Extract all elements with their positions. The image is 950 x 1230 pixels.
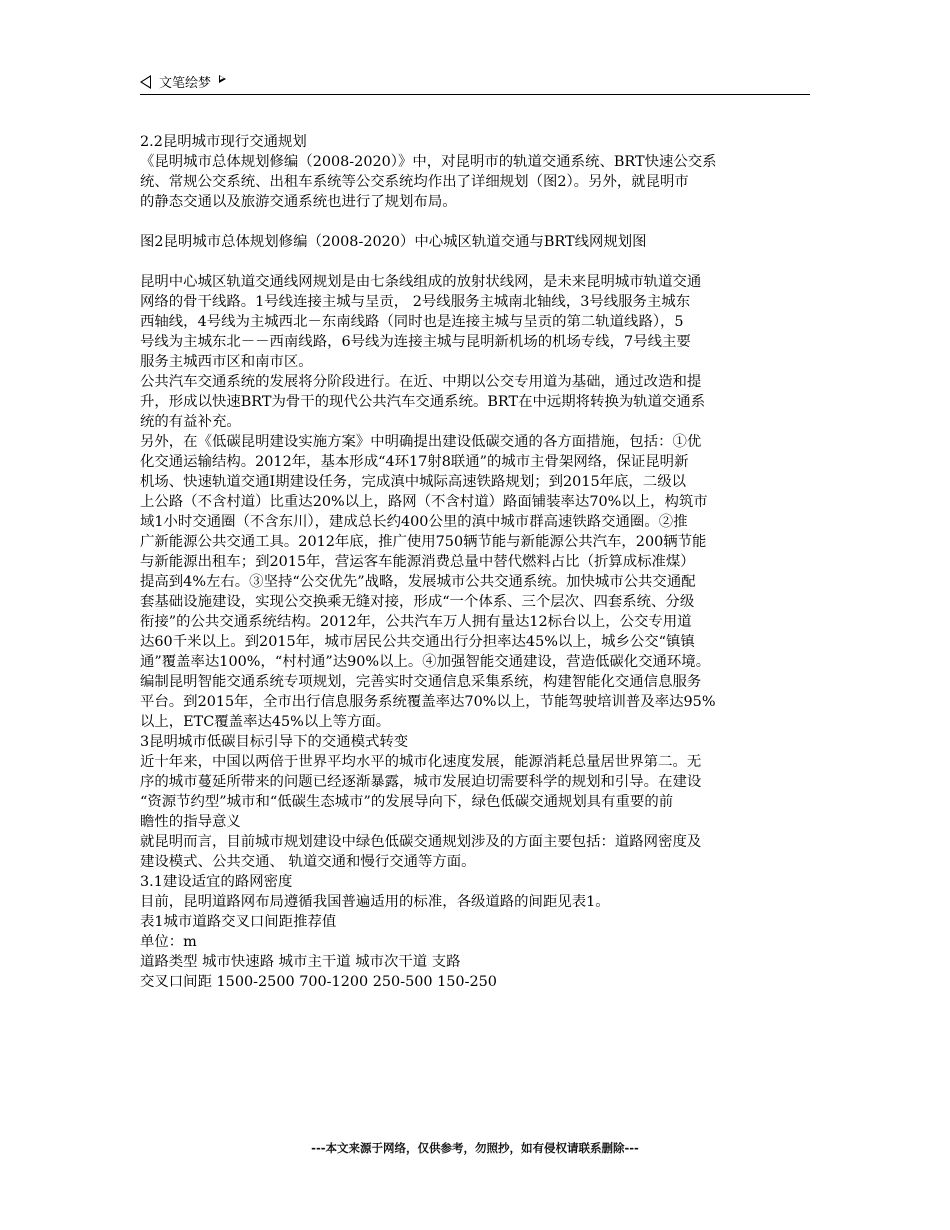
text-line: 提高到4%左右。③坚持“公交优先”战略，发展城市公共交通系统。加快城市公共交通配 xyxy=(140,574,696,590)
text-line: 西轴线，4号线为主城西北－东南线路（同时也是连接主城与呈贡的第二轨道线路），5 xyxy=(140,314,684,330)
header-brand xyxy=(140,72,226,91)
text-line: 与新能源出租车；到2015年，营运客车能源消费总量中替代燃料占比（折算成标准煤） xyxy=(140,554,695,570)
page-footer: ---本文来源于网络，仅供参考，勿照抄，如有侵权请联系删除--- xyxy=(311,1141,639,1155)
text-line: 瞻性的指导意义 xyxy=(140,814,241,830)
text-line: 平台。到2015年，全市出行信息服务系统覆盖率达70%以上，节能驾驶培训普及率达95% xyxy=(140,694,716,710)
text-line: 单位：m xyxy=(140,934,197,950)
text-line: 上公路（不含村道）比重达20%以上，路网（不含村道）路面铺装率达70%以上，构筑市 xyxy=(140,494,708,510)
text-line: 统、常规公交系统、出租车系统等公交系统均作出了详细规划（图2）。另外，就昆明市 xyxy=(140,174,689,190)
blank-line xyxy=(140,212,812,232)
header-brand-text: 文笔绘梦 xyxy=(159,76,212,91)
text-line: 通”覆盖率达100%，“村村通”达90%以上。④加强智能交通建设，营造低碳化交通环境。 xyxy=(140,654,711,670)
text-line: 交叉口间距 1500-2500 700-1200 250-500 150-250 xyxy=(140,974,497,990)
text-line: 3昆明城市低碳目标引导下的交通模式转变 xyxy=(140,734,409,750)
text-line: 近十年来，中国以两倍于世界平均水平的城市化速度发展，能源消耗总量居世界第二。无 xyxy=(140,754,702,770)
text-line: 序的城市蔓延所带来的问题已经逐渐暴露，城市发展迫切需要科学的规划和引导。在建设 xyxy=(140,774,702,790)
text-line: “资源节约型”城市和“低碳生态城市”的发展导向下，绿色低碳交通规划具有重要的前 xyxy=(140,794,674,810)
text-line: 公共汽车交通系统的发展将分阶段进行。在近、中期以公交专用道为基础，通过改造和提 xyxy=(140,374,702,390)
text-line: 以上，ETC覆盖率达45%以上等方面。 xyxy=(140,714,391,730)
text-line: 号线为主城东北－－西南线路，6号线为连接主城与昆明新机场的机场专线，7号线主要 xyxy=(140,334,691,350)
text-line: 广新能源公共交通工具。2012年底，推广使用750辆节能与新能源公共汽车，200辆节能 xyxy=(140,534,707,550)
text-line: 升，形成以快速BRT为骨干的现代公共汽车交通系统。BRT在中远期将转换为轨道交通系 xyxy=(140,394,706,410)
text-line: 机场、快速轨道交通Ⅰ期建设任务，完成滇中城际高速铁路规划；到2015年底，二级以 xyxy=(140,474,686,490)
text-line: 化交通运输结构。2012年，基本形成“4环17射8联通”的城市主骨架网络，保证昆明新 xyxy=(140,454,689,470)
text-line: 2.2昆明城市现行交通规划 xyxy=(140,134,307,150)
text-line: 表1城市道路交叉口间距推荐值 xyxy=(140,914,337,930)
text-line: 统的有益补充。 xyxy=(140,414,241,430)
text-line: 《昆明城市总体规划修编（2008-2020）》中，对昆明市的轨道交通系统、BRT快速公交系 xyxy=(140,154,717,170)
text-line: 网络的骨干线路。1号线连接主城与呈贡， 2号线服务主城南北轴线，3号线服务主城东 xyxy=(140,294,691,310)
text-line: 图2昆明城市总体规划修编（2008-2020）中心城区轨道交通与BRT线网规划图 xyxy=(140,234,647,250)
text-line: 编制昆明智能交通系统专项规划，完善实时交通信息采集系统，构建智能化交通信息服务 xyxy=(140,674,702,690)
text-line: 目前，昆明道路网布局遵循我国普遍适用的标准，各级道路的间距见表1。 xyxy=(140,894,610,910)
text-line: 就昆明而言，目前城市规划建设中绿色低碳交通规划涉及的方面主要包括：道路网密度及 xyxy=(140,834,702,850)
text-line: 另外，在《低碳昆明建设实施方案》中明确提出建设低碳交通的各方面措施，包括：①优 xyxy=(140,434,702,450)
text-line: 建设模式、公共交通、 轨道交通和慢行交通等方面。 xyxy=(140,854,476,870)
blank-line xyxy=(140,252,812,272)
document-body xyxy=(140,132,812,992)
text-line: 套基础设施建设，实现公交换乘无缝对接，形成“一个体系、三个层次、四套系统、分级 xyxy=(140,594,695,610)
text-line: 域1小时交通圈（不含东川），建成总长约400公里的滇中城市群高速铁路交通圈。②推 xyxy=(140,514,688,530)
text-line: 衔接”的公共交通系统结构。2012年，公共汽车万人拥有量达12标台以上，公交专用道 xyxy=(140,614,692,630)
text-line: 服务主城西市区和南市区。 xyxy=(140,354,313,370)
text-line: 3.1建设适宜的路网密度 xyxy=(140,874,293,890)
text-line: 昆明中心城区轨道交通线网规划是由七条线组成的放射状线网，是未来昆明城市轨道交通 xyxy=(140,274,702,290)
left-triangle-icon xyxy=(140,75,151,89)
text-line: 的静态交通以及旅游交通系统也进行了规划布局。 xyxy=(140,194,457,210)
page-header xyxy=(140,70,810,95)
right-triangle-icon xyxy=(219,75,226,83)
text-line: 道路类型 城市快速路 城市主干道 城市次干道 支路 xyxy=(140,954,461,970)
text-line: 达60千米以上。到2015年，城市居民公共交通出行分担率达45%以上，城乡公交“镇镇 xyxy=(140,634,695,650)
